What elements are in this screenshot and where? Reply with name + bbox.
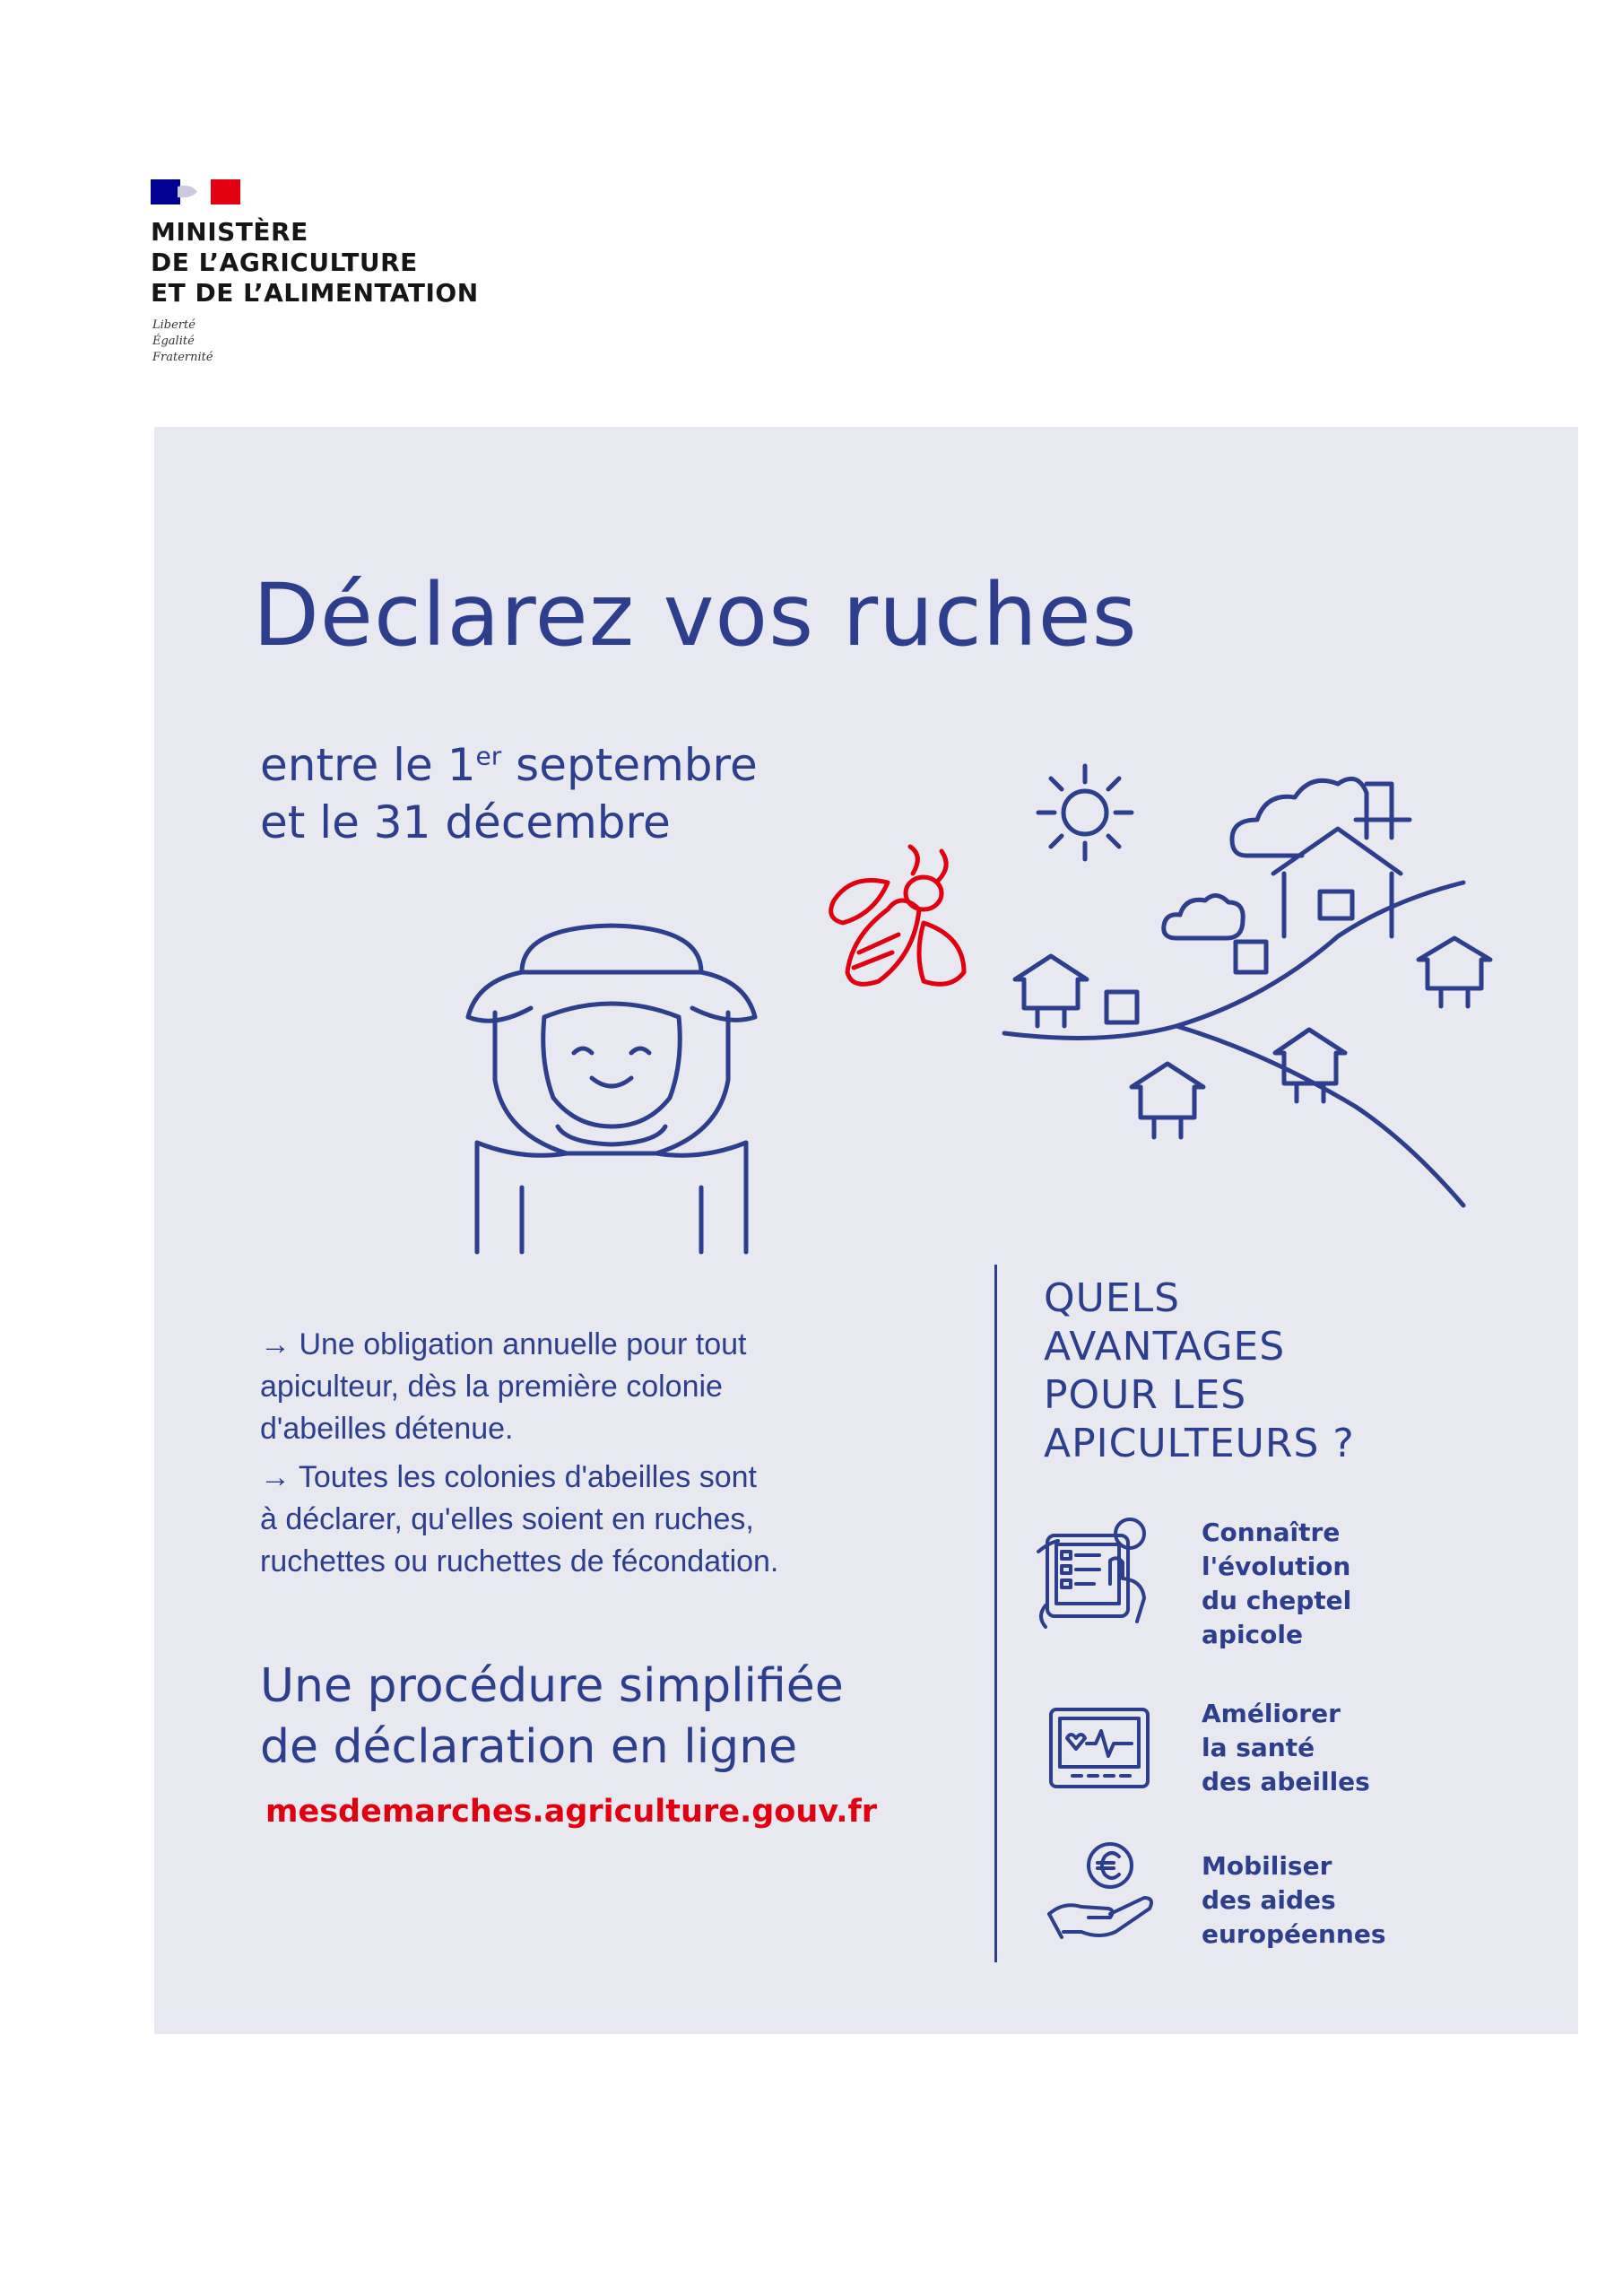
obligation-2 (260, 1457, 942, 1583)
arrow-icon: → (260, 1327, 291, 1361)
benefit-3-line-3: européennes (1202, 1919, 1386, 1949)
obligation-1 (260, 1324, 942, 1450)
obligation-1-line-1: Une obligation annuelle pour tout (299, 1327, 747, 1361)
dates-line-2: et le 31 décembre (260, 796, 671, 848)
obligation-1-line-3: d'abeilles détenue. (260, 1412, 514, 1446)
advantages-title-line-4: APICULTEURS ? (1044, 1421, 1355, 1466)
arrow-icon: → (260, 1460, 291, 1494)
advantages-title-line-3: POUR LES (1044, 1372, 1247, 1418)
apiary-landscape-icon (997, 730, 1535, 1232)
procedure-line-1: Une procédure simplifiée (260, 1659, 844, 1713)
procedure-line-2: de déclaration en ligne (260, 1720, 798, 1774)
obligation-1-line-2: apiculteur, dès la première colonie (260, 1370, 723, 1404)
motto-fraternite: Fraternité (152, 351, 213, 364)
obligation-2-line-1: Toutes les colonies d'abeilles sont (298, 1460, 757, 1494)
motto-egalite: Égalité (152, 335, 195, 348)
column-divider (994, 1265, 997, 1962)
obligation-2-line-2: à déclarer, qu'elles soient en ruches, (260, 1502, 754, 1536)
benefit-1-line-4: apicole (1202, 1620, 1303, 1649)
dates-line-1 (260, 739, 758, 791)
ministry-logo (151, 179, 545, 386)
bee-icon (807, 838, 977, 1017)
poster-panel (154, 427, 1578, 2034)
advantages-title-line-2: AVANTAGES (1044, 1324, 1286, 1370)
health-monitor-icon (1046, 1704, 1153, 1794)
advantages-title-line-1: QUELS (1044, 1275, 1181, 1321)
benefit-3-line-1: Mobiliser (1202, 1851, 1332, 1881)
benefit-2-line-1: Améliorer (1202, 1699, 1341, 1728)
motto-liberte: Liberté (152, 318, 195, 332)
benefit-1-line-2: l'évolution (1202, 1552, 1351, 1581)
benefit-3-line-2: des aides (1202, 1885, 1336, 1915)
benefit-1-line-3: du cheptel (1202, 1586, 1352, 1615)
poster-title: Déclarez vos ruches (253, 565, 1138, 665)
beekeeper-icon (459, 918, 764, 1259)
benefit-2-line-2: la santé (1202, 1733, 1315, 1762)
dates-line-1-superscript: er (475, 741, 502, 771)
benefit-2-line-3: des abeilles (1202, 1767, 1370, 1796)
obligation-2-line-3: ruchettes ou ruchettes de fécondation. (260, 1544, 779, 1578)
ministry-name-line-2: DE L’AGRICULTURE (151, 248, 418, 277)
tablet-touch-icon (1037, 1516, 1162, 1632)
marianne-flag-icon (151, 179, 240, 204)
dates-line-1-suffix: septembre (501, 739, 758, 791)
euro-hand-icon (1046, 1839, 1162, 1946)
benefit-1-line-1: Connaître (1202, 1518, 1341, 1547)
ministry-name-line-1: MINISTÈRE (151, 217, 308, 247)
ministry-name-line-3: ET DE L’ALIMENTATION (151, 278, 479, 308)
declaration-url-link[interactable]: mesdemarches.agriculture.gouv.fr (265, 1794, 878, 1830)
dates-line-1-prefix: entre le 1 (260, 739, 476, 791)
